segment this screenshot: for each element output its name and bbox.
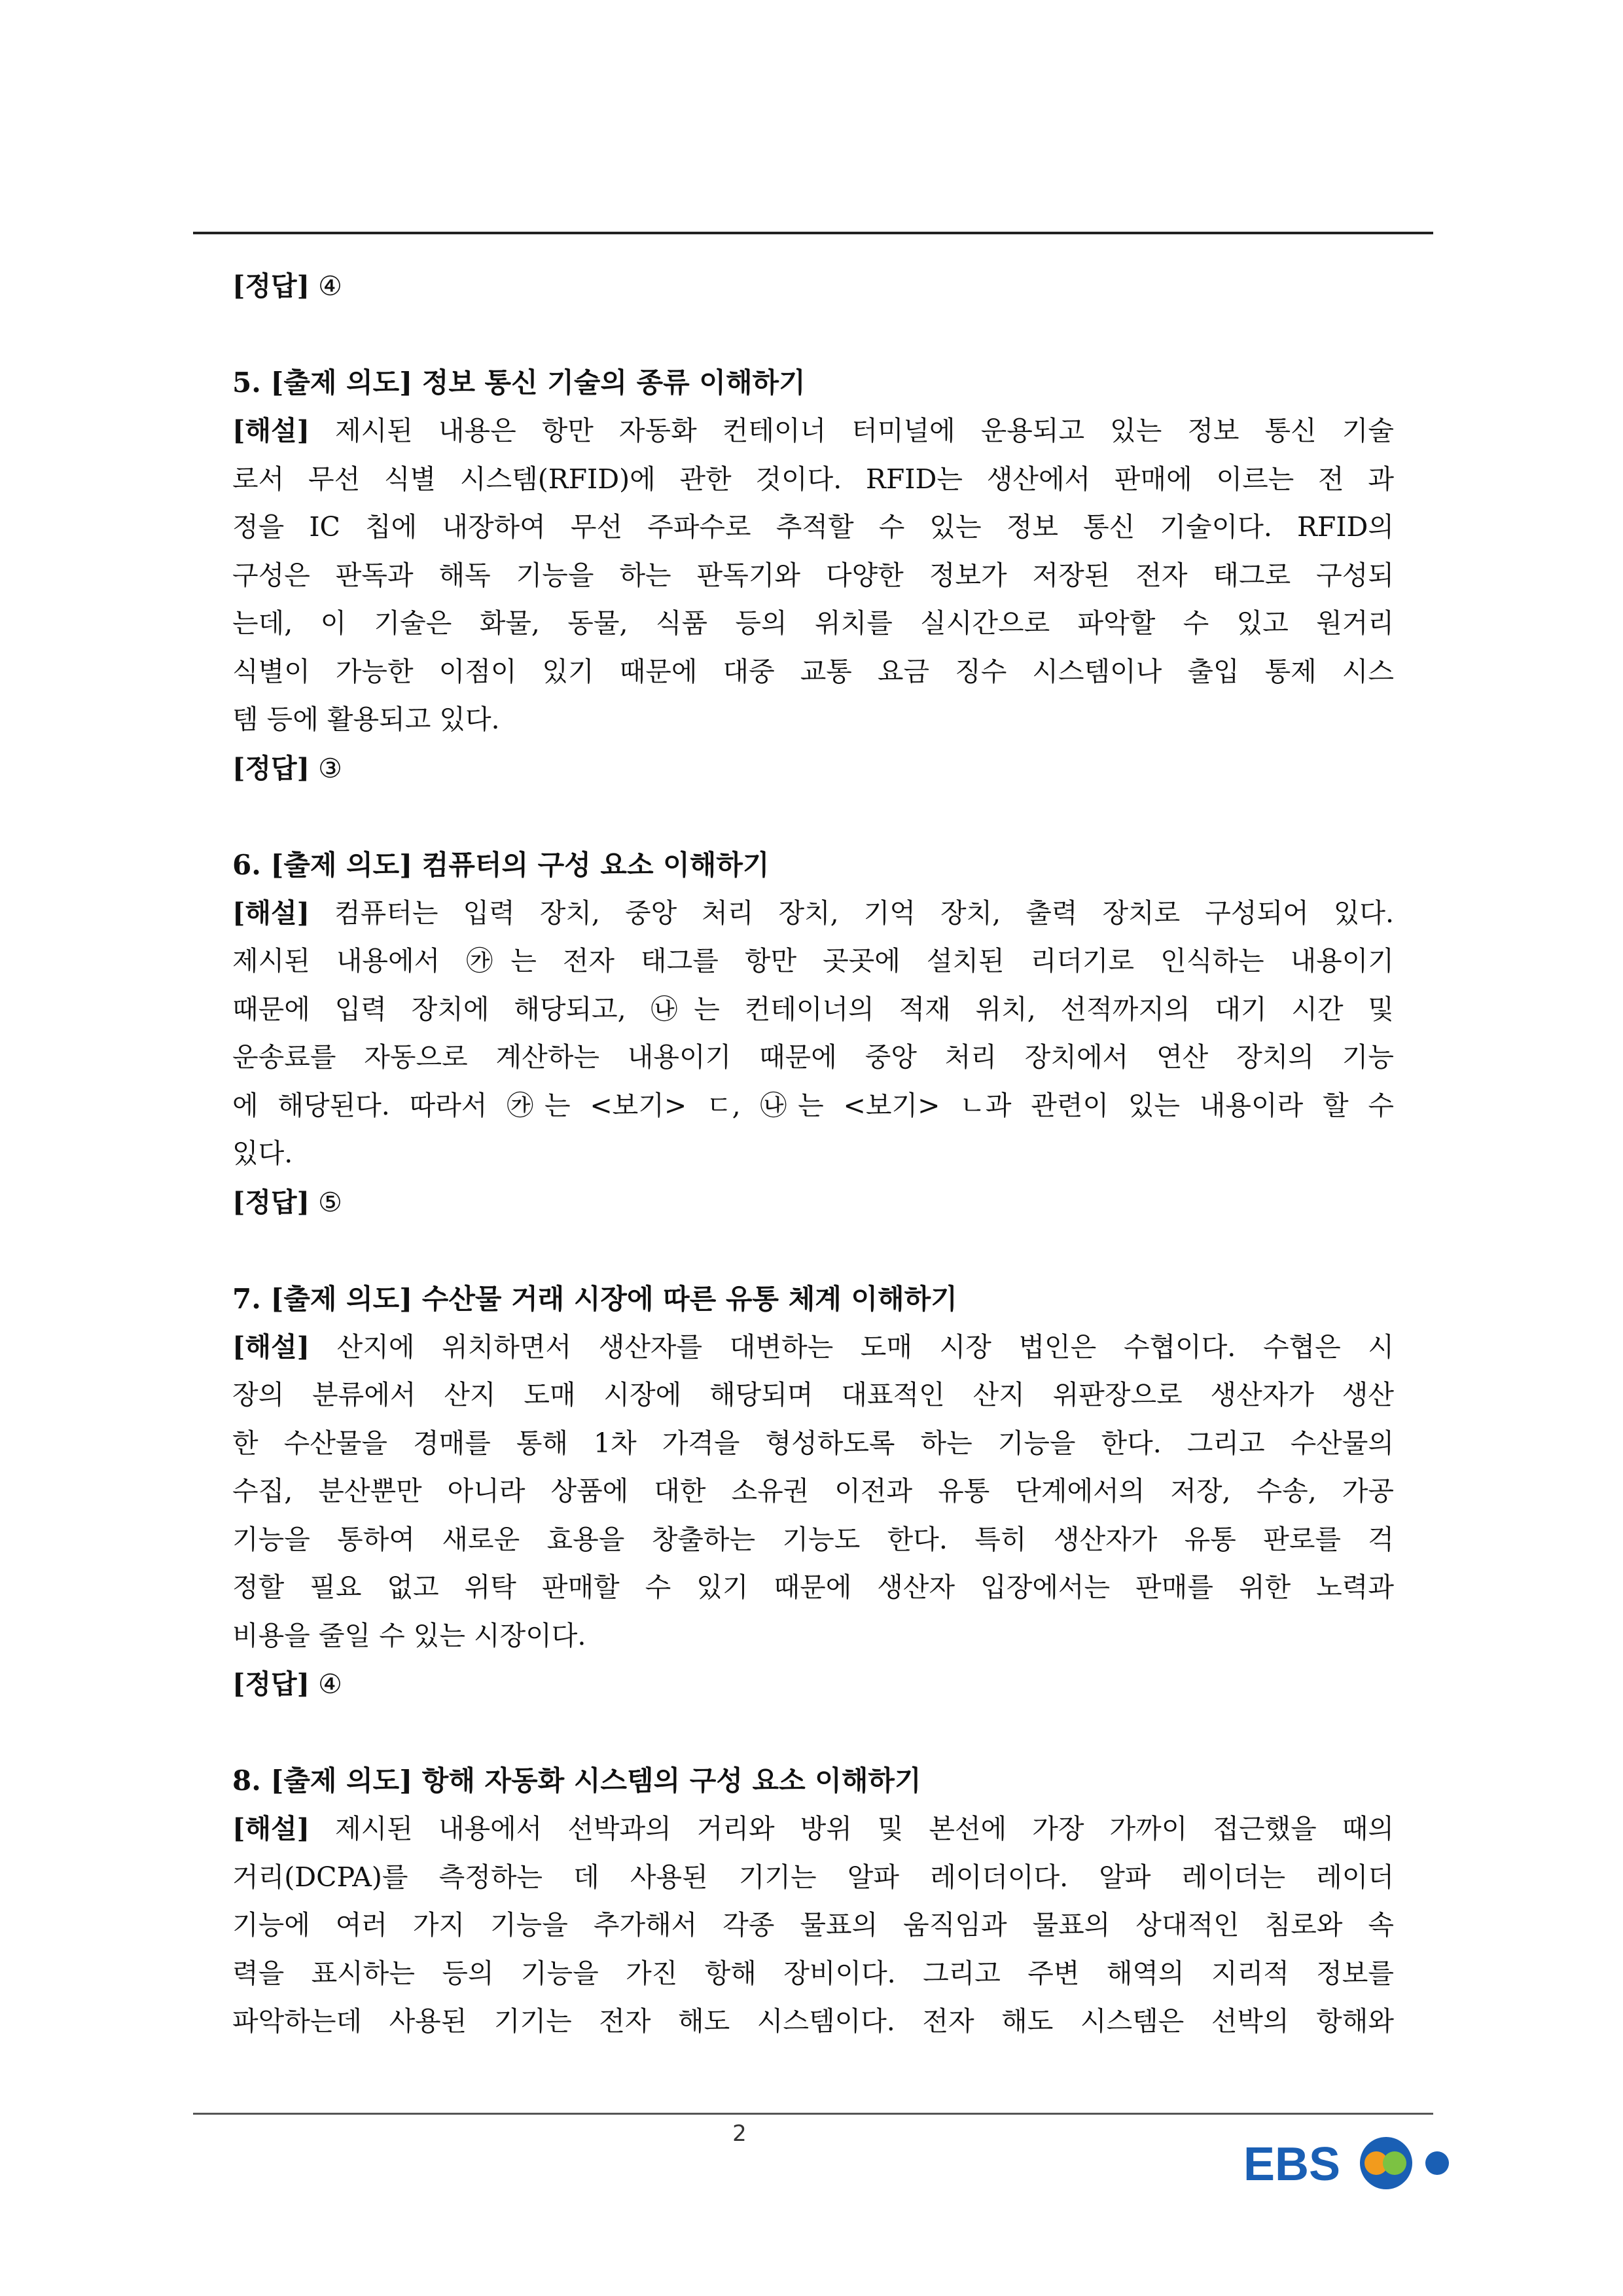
explanation-line: 제시된 내용은 항만 자동화 컨테이너 터미널에 운용되고 있는 정보 통신 기술 <box>310 415 1394 446</box>
footer-rule <box>193 2113 1433 2115</box>
explanation-line: 한 수산물을 경매를 통해 1차 가격을 형성하도록 하는 기능을 한다. 그리고 수산물의 <box>232 1427 1394 1459</box>
explanation <box>232 1805 1394 2046</box>
question-5 <box>232 359 1394 793</box>
question-title: 5. [출제 의도] 정보 통신 기술의 종류 이해하기 <box>232 367 806 399</box>
answer-line-prev <box>232 262 1394 310</box>
question-6 <box>232 841 1394 1227</box>
explanation <box>232 407 1394 744</box>
answer-value: ⑤ <box>318 1186 342 1218</box>
explanation-line: 기능에 여러 가지 기능을 추가해서 각종 물표의 움직임과 물표의 상대적인 침로와 속 <box>232 1909 1394 1941</box>
answer-label: [정답] <box>232 270 310 302</box>
explanation-line: 산지에 위치하면서 생산자를 대변하는 도매 시장 법인은 수협이다. 수협은 시 <box>310 1331 1394 1363</box>
explanation-line: 수집, 분산뿐만 아니라 상품에 대한 소유권 이전과 유통 단계에서의 저장, 수송, 가공 <box>232 1475 1394 1507</box>
explanation-line: 비용을 줄일 수 있는 시장이다. <box>232 1619 586 1651</box>
answer-value: ④ <box>318 270 342 302</box>
ebs-logo <box>1243 2130 1459 2196</box>
explanation <box>232 1323 1394 1660</box>
question-title: 7. [출제 의도] 수산물 거래 시장에 따른 유통 체계 이해하기 <box>232 1282 957 1315</box>
explanation-label: [해설] <box>232 897 310 929</box>
answer-line <box>232 1660 1394 1708</box>
document-body <box>232 262 1394 2046</box>
explanation-line: 정할 필요 없고 위탁 판매할 수 있기 때문에 생산자 입장에서는 판매를 위한 노력과 <box>232 1571 1394 1603</box>
explanation-line: 제시된 내용에서 ㉮는 전자 태그를 항만 곳곳에 설치된 리더기로 인식하는 내용이기 <box>232 945 1394 977</box>
explanation-line: 파악하는데 사용된 기기는 전자 해도 시스템이다. 전자 해도 시스템은 선박의 항해와 <box>232 2005 1394 2037</box>
explanation-line: 거리(DCPA)를 측정하는 데 사용된 기기는 알파 레이더이다. 알파 레이더는 레이더 <box>232 1861 1394 1893</box>
question-7 <box>232 1275 1394 1709</box>
ebs-logo-text: EBS <box>1243 2138 1341 2191</box>
explanation-line: 는데, 이 기술은 화물, 동물, 식품 등의 위치를 실시간으로 파악할 수 있고 원거리 <box>232 607 1394 639</box>
explanation-line: 운송료를 자동으로 계산하는 내용이기 때문에 중앙 처리 장치에서 연산 장치의 기능 <box>232 1041 1394 1073</box>
explanation-label: [해설] <box>232 1331 310 1363</box>
explanation-line: 컴퓨터는 입력 장치, 중앙 처리 장치, 기억 장치, 출력 장치로 구성되어 있다. <box>310 897 1394 929</box>
header-rule <box>193 232 1433 234</box>
explanation-line: 있다. <box>232 1138 293 1169</box>
explanation-line: 제시된 내용에서 선박과의 거리와 방위 및 본선에 가장 가까이 접근했을 때의 <box>310 1813 1394 1844</box>
explanation-line: 력을 표시하는 등의 기능을 가진 항해 장비이다. 그리고 주변 해역의 지리적 정보를 <box>232 1957 1394 1989</box>
answer-label: [정답] <box>232 1186 310 1218</box>
explanation-line: 템 등에 활용되고 있다. <box>232 704 500 735</box>
explanation-line: 구성은 판독과 해독 기능을 하는 판독기와 다양한 정보가 저장된 전자 태그로 구성되 <box>232 559 1394 591</box>
answer-label: [정답] <box>232 752 310 784</box>
answer-value: ③ <box>318 752 342 784</box>
explanation <box>232 889 1394 1178</box>
question-title: 8. [출제 의도] 항해 자동화 시스템의 구성 요소 이해하기 <box>232 1765 921 1797</box>
question-title: 6. [출제 의도] 컴퓨터의 구성 요소 이해하기 <box>232 848 770 881</box>
explanation-line: 때문에 입력 장치에 해당되고, ㉯는 컨테이너의 적재 위치, 선적까지의 대기 시간 및 <box>232 993 1394 1025</box>
explanation-line: 로서 무선 식별 시스템(RFID)에 관한 것이다. RFID는 생산에서 판매에 이르는 전 과 <box>232 463 1394 495</box>
explanation-label: [해설] <box>232 1813 310 1844</box>
answer-line <box>232 744 1394 793</box>
answer-value: ④ <box>318 1668 342 1700</box>
explanation-line: 기능을 통하여 새로운 효용을 창출하는 기능도 한다. 특히 생산자가 유통 판로를 걱 <box>232 1523 1394 1555</box>
question-8 <box>232 1757 1394 2046</box>
explanation-label: [해설] <box>232 415 310 446</box>
answer-line <box>232 1178 1394 1227</box>
explanation-line: 정을 IC 칩에 내장하여 무선 주파수로 추적할 수 있는 정보 통신 기술이다. RFID의 <box>232 511 1394 543</box>
explanation-line: 에 해당된다. 따라서 ㉮는 <보기> ㄷ, ㉯는 <보기> ㄴ과 관련이 있는 내용이라 할 수 <box>232 1089 1394 1121</box>
explanation-line: 식별이 가능한 이점이 있기 때문에 대중 교통 요금 징수 시스템이나 출입 통제 시스 <box>232 655 1394 687</box>
page-number: 2 <box>732 2121 747 2147</box>
answer-label: [정답] <box>232 1668 310 1700</box>
explanation-line: 장의 분류에서 산지 도매 시장에 해당되며 대표적인 산지 위판장으로 생산자가 생산 <box>232 1379 1394 1410</box>
